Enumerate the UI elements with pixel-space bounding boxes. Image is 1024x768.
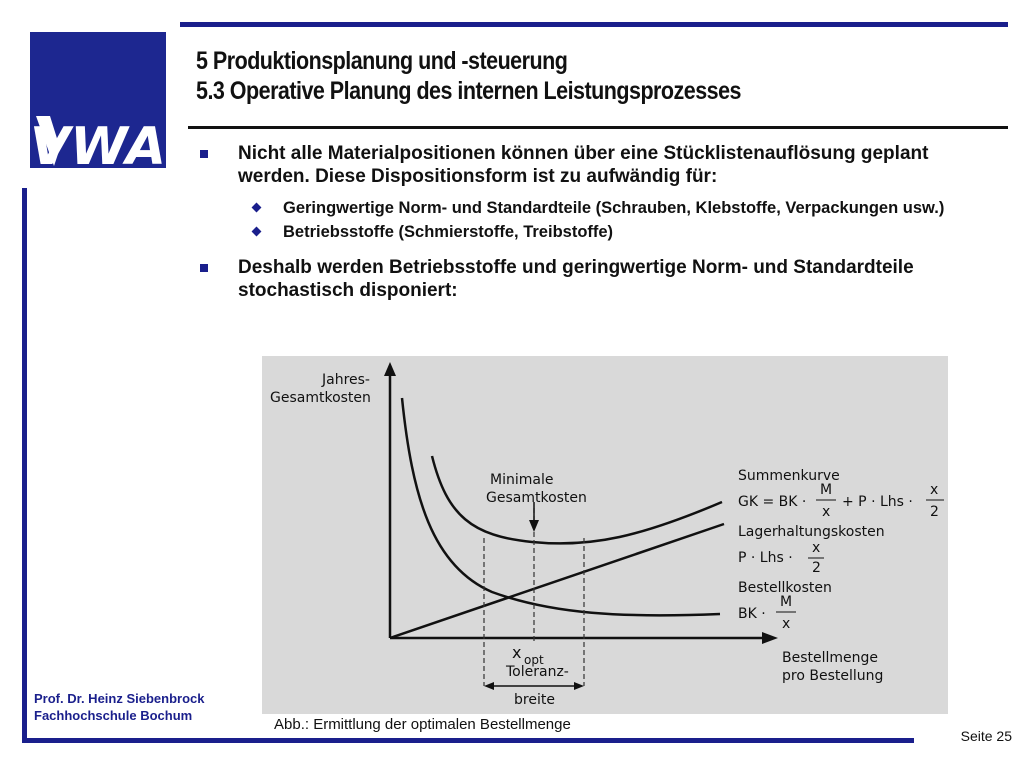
frac-numerator: x <box>930 482 939 498</box>
frac-numerator: x <box>812 540 821 556</box>
bullet-list <box>196 142 996 302</box>
x-axis-arrow-icon <box>762 632 778 644</box>
minimum-annotation-1: Minimale <box>490 472 554 488</box>
minimum-annotation-2: Gesamtkosten <box>486 490 587 506</box>
frac-numerator: M <box>780 594 793 610</box>
order-cost-label: Bestellkosten <box>738 580 832 596</box>
tolerance-label-2: breite <box>514 692 555 708</box>
frac-denominator: 2 <box>812 560 821 576</box>
x-axis-label-1: Bestellmenge <box>782 650 879 666</box>
frac-numerator: M <box>820 482 833 498</box>
x-opt-subscript: opt <box>524 653 544 667</box>
sum-formula-a: GK = BK · <box>738 494 807 510</box>
square-bullet-icon <box>200 150 208 158</box>
page-number: Seite 25 <box>960 728 1012 744</box>
frac-denominator: x <box>822 504 831 520</box>
frac-denominator: x <box>782 616 791 632</box>
sum-curve-label: Summenkurve <box>738 468 840 484</box>
frac-denominator: 2 <box>930 504 939 520</box>
title-line-1: 5 Produktionsplanung und -steuerung <box>196 47 568 75</box>
left-accent-bar <box>22 188 27 740</box>
sub-bullet-item <box>196 198 996 218</box>
footer-author-block <box>34 690 205 724</box>
footer-institution: Fachhochschule Bochum <box>34 708 193 723</box>
x-opt-label: x <box>512 643 522 662</box>
square-bullet-icon <box>200 264 208 272</box>
sub-bullet-item <box>196 222 996 242</box>
y-axis-label-1: Jahres- <box>322 372 370 388</box>
bullet-text: Deshalb werden Betriebsstoffe und geringwertige Norm- und Standardteile stochastisch disponiert: <box>238 257 914 301</box>
storage-cost-label: Lagerhaltungskosten <box>738 524 885 540</box>
y-axis-arrow-icon <box>384 362 396 376</box>
storage-formula: P · Lhs · <box>738 550 793 566</box>
tolerance-label-1: Toleranz- <box>506 664 569 680</box>
title-divider <box>188 126 1008 129</box>
vwa-logo <box>30 32 166 168</box>
bullet-text: Nicht alle Materialpositionen können über eine Stücklistenauflösung geplant werden. Diese Dispositionsform ist zu aufwändig für: <box>238 143 929 187</box>
storage-cost-line <box>390 524 724 638</box>
sum-formula-b: + P · Lhs · <box>842 494 913 510</box>
order-formula: BK · <box>738 606 766 622</box>
y-axis-label-2: Gesamtkosten <box>270 390 371 406</box>
sub-bullet-text: Geringwertige Norm- und Standardteile (Schrauben, Klebstoffe, Verpackungen usw.) <box>283 199 945 217</box>
order-cost-curve <box>402 398 720 615</box>
logo-text: VWA <box>30 117 166 168</box>
cost-curve-figure <box>262 356 948 714</box>
bullet-item <box>196 256 996 302</box>
sub-bullet-text: Betriebsstoffe (Schmierstoffe, Treibstoffe) <box>283 223 614 241</box>
x-axis-label-2: pro Bestellung <box>782 668 884 684</box>
footer-author: Prof. Dr. Heinz Siebenbrock <box>34 691 205 706</box>
top-accent-bar <box>180 22 1008 27</box>
diamond-bullet-icon <box>252 203 262 213</box>
page-title <box>196 46 830 106</box>
bullet-item <box>196 142 996 188</box>
diamond-bullet-icon <box>252 227 262 237</box>
bottom-accent-bar <box>22 738 914 743</box>
title-line-2: 5.3 Operative Planung des internen Leistungsprozesses <box>196 77 741 105</box>
figure-caption: Abb.: Ermittlung der optimalen Bestellmenge <box>274 716 571 733</box>
